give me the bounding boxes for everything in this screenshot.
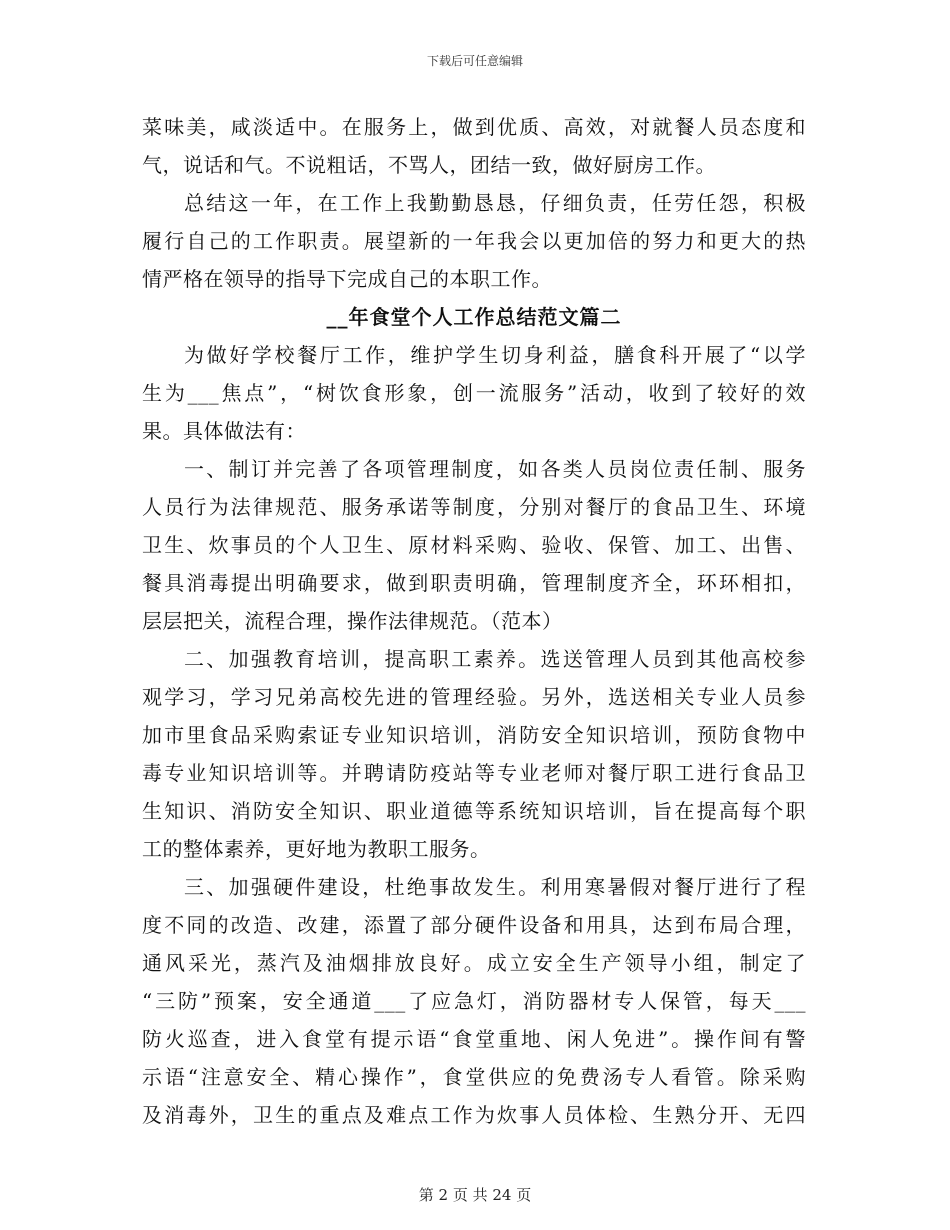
paragraph-line: 卫生、炊事员的个人卫生、原材料采购、验收、保管、加工、出售、: [142, 533, 806, 557]
paragraph-line: 餐具消毒提出明确要求，做到职责明确，管理制度齐全，环环相扣，: [142, 571, 806, 595]
page-header: 下载后可任意编辑: [426, 54, 523, 68]
paragraph-line: 生知识、消防安全知识、职业道德等系统知识培训，旨在提高每个职: [142, 799, 806, 823]
paragraph-line: 通风采光，蒸汽及油烟排放良好。成立安全生产领导小组，制定了: [142, 951, 806, 975]
section-title: __年食堂个人工作总结范文篇二: [326, 305, 622, 329]
paragraph-line: 情严格在领导的指导下完成自己的本职工作。: [142, 267, 552, 291]
paragraph-line: 三、加强硬件建设，杜绝事故发生。利用寒暑假对餐厅进行了程: [184, 875, 806, 899]
paragraph-line: 人员行为法律规范、服务承诺等制度，分别对餐厅的食品卫生、环境: [142, 495, 806, 519]
paragraph-line: 加市里食品采购索证专业知识培训，消防安全知识培训，预防食物中: [142, 723, 806, 747]
paragraph-line: 度不同的改造、改建，添置了部分硬件设备和用具，达到布局合理，: [142, 913, 806, 937]
paragraph-line: 一、制订并完善了各项管理制度，如各类人员岗位责任制、服务: [184, 457, 806, 481]
paragraph-line: 菜味美，咸淡适中。在服务上，做到优质、高效，对就餐人员态度和: [142, 115, 806, 139]
paragraph-line: 为做好学校餐厅工作，维护学生切身利益，膳食科开展了“以学: [184, 343, 806, 367]
paragraph-line: 及消毒外，卫生的重点及难点工作为炊事人员体检、生熟分开、无四: [142, 1103, 806, 1127]
paragraph-line: 毒专业知识培训等。并聘请防疫站等专业老师对餐厅职工进行食品卫: [142, 761, 806, 785]
paragraph-line: “三防”预案，安全通道___了应急灯，消防器材专人保管，每天___: [142, 989, 806, 1013]
paragraph-line: 工的整体素养，更好地为教职工服务。: [142, 837, 491, 861]
paragraph-line: 示语“注意安全、精心操作”，食堂供应的免费汤专人看管。除采购: [142, 1065, 806, 1089]
document-body: [142, 108, 806, 1134]
paragraph-line: 总结这一年，在工作上我勤勤恳恳，仔细负责，任劳任怨，积极: [184, 191, 806, 215]
paragraph-line: 履行自己的工作职责。展望新的一年我会以更加倍的努力和更大的热: [142, 229, 806, 253]
paragraph-line: 生为___焦点”，“树饮食形象，创一流服务”活动，收到了较好的效: [142, 381, 806, 405]
paragraph-line: 层层把关，流程合理，操作法律规范。（范本）: [142, 609, 563, 633]
paragraph-line: 气，说话和气。不说粗话，不骂人，团结一致，做好厨房工作。: [142, 153, 716, 177]
paragraph-line: 防火巡查，进入食堂有提示语“食堂重地、闲人免进”。操作间有警: [142, 1027, 806, 1051]
paragraph-line: 二、加强教育培训，提高职工素养。选送管理人员到其他高校参: [184, 647, 806, 671]
page-footer: 第 2 页 共 24 页: [418, 1186, 532, 1204]
paragraph-line: 果。具体做法有：: [142, 419, 306, 443]
paragraph-line: 观学习，学习兄弟高校先进的管理经验。另外，选送相关专业人员参: [142, 685, 806, 709]
